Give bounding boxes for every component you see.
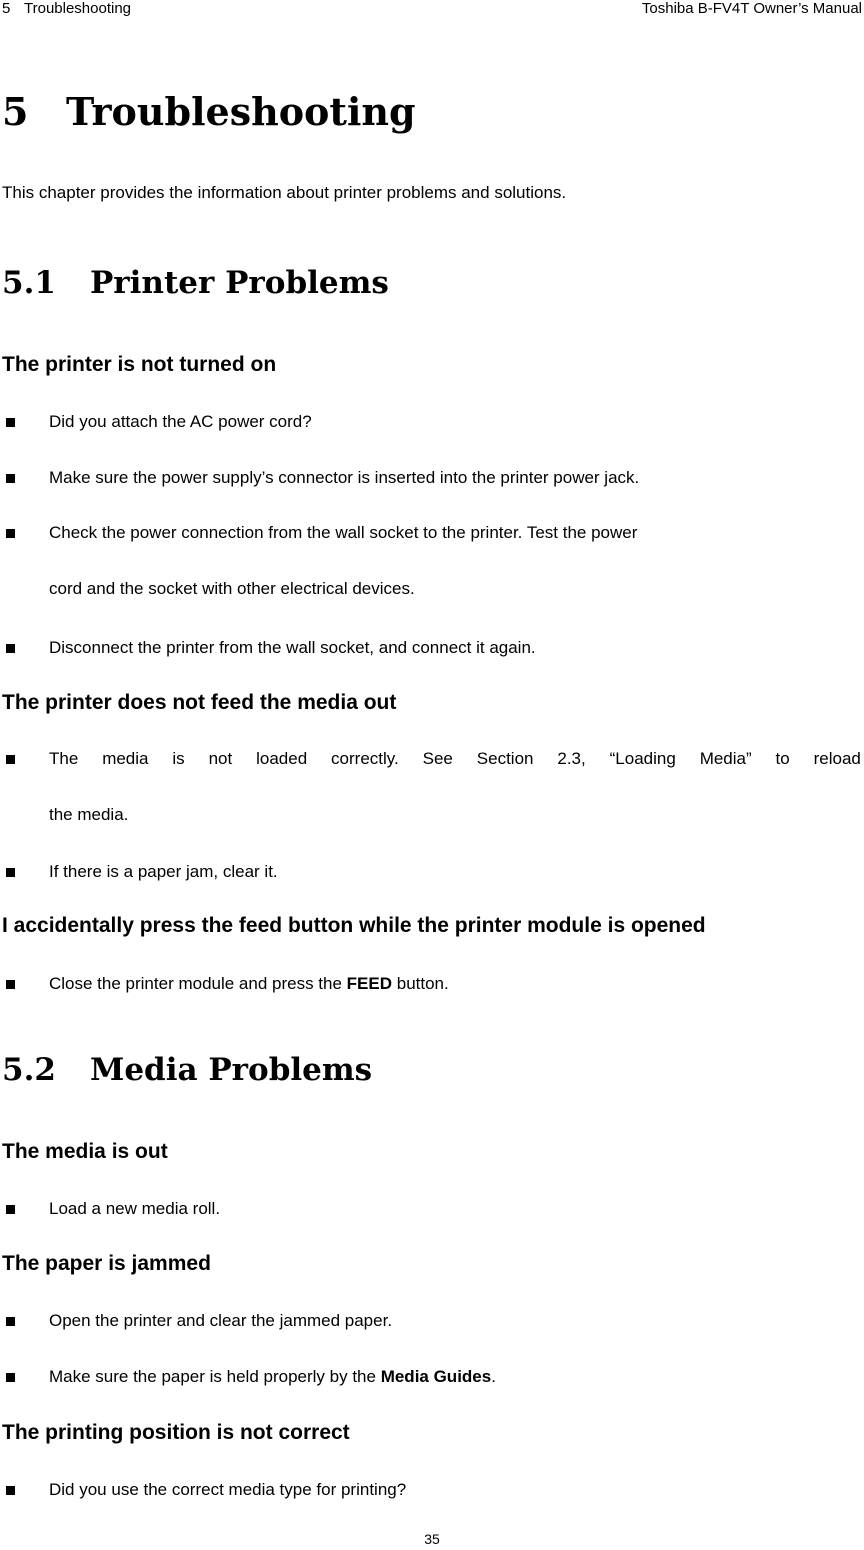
section-heading-printer-problems [2,262,389,304]
list-item-word: Media” [699,749,752,768]
list-item-text: Load a new media roll. [49,1199,221,1218]
section-number: 5.2 [2,1052,56,1088]
list-item-word: loaded [256,749,308,768]
list-item-text-before: Make sure the paper is held properly by the [49,1367,381,1386]
bullet-square-icon [6,418,15,427]
bullet-square-icon [6,1317,15,1326]
chapter-title-text: Troubleshooting [66,89,416,134]
list-item-text: Open the printer and clear the jammed paper. [49,1311,393,1330]
section-number: 5.1 [2,265,56,301]
problem-heading-no-feed: The printer does not feed the media out [2,691,397,714]
list-item-text: Did you attach the AC power cord? [49,412,312,431]
bullet-square-icon [6,1373,15,1382]
section-title: Media Problems [90,1052,373,1088]
list-item-word: 2.3, [557,749,586,768]
bullet-square-icon [6,644,15,653]
list-item-line: cord and the socket with other electrical devices. [49,579,415,598]
list-item-word: “Loading [609,749,676,768]
bullet-square-icon [6,980,15,989]
list-item-text: If there is a paper jam, clear it. [49,862,278,881]
list-item-text [49,1364,861,1390]
list-item-word: reload [813,749,861,768]
bullet-square-icon [6,474,15,483]
list-item-word: to [775,749,790,768]
feed-button-label: FEED [346,974,393,993]
list-item-word: is [172,749,185,768]
section-heading-media-problems [2,1049,372,1091]
page-number: 35 [424,1531,440,1547]
section-title: Printer Problems [90,265,389,301]
chapter-number: 5 [2,89,29,134]
list-item-line: the media. [49,805,129,824]
list-item-text [49,746,861,828]
list-item-line [49,746,861,772]
list-item-text: Make sure the power supply’s connector is inserted into the printer power jack. [49,468,640,487]
problem-heading-media-out: The media is out [2,1140,168,1163]
bullet-square-icon [6,868,15,877]
running-header-chapter [2,0,131,18]
list-item-word: Section [476,749,534,768]
list-item-text-after: . [491,1367,496,1386]
running-header [0,0,864,22]
chapter-intro: This chapter provides the information about printer problems and solutions. [2,183,567,202]
problem-heading-feed-while-open: I accidentally press the feed button while the printer module is opened [2,914,706,937]
bullet-square-icon [6,529,15,538]
list-item-text [49,971,861,997]
bullet-square-icon [6,755,15,764]
list-item-text: Did you use the correct media type for printing? [49,1480,407,1499]
problem-heading-paper-jammed: The paper is jammed [2,1252,211,1275]
bullet-square-icon [6,1486,15,1495]
list-item-line: Check the power connection from the wall socket to the printer. Test the power [49,523,638,542]
running-header-manual-title: Toshiba B-FV4T Owner’s Manual [641,0,862,17]
running-header-chapter-number: 5 [2,0,11,17]
list-item-word: not [208,749,233,768]
list-item-word: media [102,749,149,768]
list-item-text [49,520,861,602]
list-item-word: correctly. [331,749,399,768]
problem-heading-position-incorrect: The printing position is not correct [2,1421,350,1444]
media-guides-label: Media Guides [380,1367,492,1386]
running-header-chapter-name: Troubleshooting [24,0,132,17]
list-item-text-after: button. [392,974,449,993]
list-item-text: Disconnect the printer from the wall socket, and connect it again. [49,638,536,657]
list-item-text-before: Close the printer module and press the [49,974,347,993]
bullet-square-icon [6,1205,15,1214]
list-item-word: The [49,749,79,768]
chapter-title [2,86,416,138]
problem-heading-not-turned-on: The printer is not turned on [2,353,277,376]
list-item-word: See [422,749,453,768]
